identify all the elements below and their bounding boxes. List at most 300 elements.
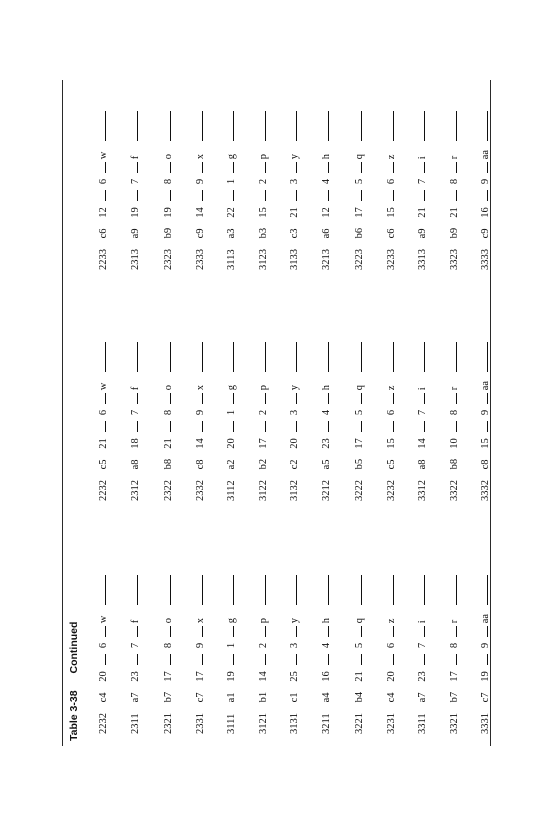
answer-line — [318, 111, 329, 141]
answer-line — [286, 575, 297, 605]
cell-code: 3232 — [386, 480, 397, 501]
answer-line — [477, 575, 488, 605]
blank-line — [95, 626, 106, 637]
cell-number: 17 — [163, 671, 174, 682]
cell-symbol: a7 — [130, 692, 141, 703]
cell-symbol: b3 — [258, 227, 269, 239]
blank-line — [351, 626, 362, 637]
table-cell — [383, 342, 399, 501]
blank-line — [318, 162, 329, 173]
table-cell — [383, 575, 399, 734]
table-cell — [127, 342, 143, 501]
table-cell — [192, 575, 208, 734]
table-cell — [318, 342, 334, 501]
answer-line — [446, 111, 457, 141]
blank-line — [318, 393, 329, 404]
answer-line — [223, 342, 234, 372]
answer-line — [127, 111, 138, 141]
answer-line — [351, 575, 362, 605]
cell-code: 2313 — [130, 249, 141, 270]
answer-line — [351, 342, 362, 372]
table-cell — [160, 111, 176, 270]
table-label: Table 3-38 — [68, 690, 80, 741]
cell-code: 2332 — [195, 480, 206, 501]
table-cell — [223, 342, 239, 501]
cell-symbol: a3 — [226, 228, 237, 239]
blank-line — [192, 393, 203, 404]
blank-line — [446, 626, 457, 637]
rotated-table — [65, 80, 495, 746]
cell-value: 6 — [386, 178, 397, 185]
cell-code: 2232 — [98, 480, 109, 501]
blank-line — [446, 393, 457, 404]
answer-line — [383, 342, 394, 372]
blank-line — [160, 626, 171, 637]
cell-letter: x — [195, 385, 206, 391]
cell-letter: p — [258, 385, 269, 391]
cell-symbol: a1 — [226, 692, 237, 703]
blank-line — [223, 421, 234, 432]
cell-code: 2323 — [163, 249, 174, 270]
table-row — [255, 80, 275, 746]
table-cell — [127, 575, 143, 734]
answer-line — [383, 111, 394, 141]
blank-line — [95, 162, 106, 173]
cell-letter: o — [163, 154, 174, 160]
cell-letter: f — [130, 619, 141, 624]
cell-symbol: c3 — [289, 228, 300, 239]
cell-value: 2 — [258, 409, 269, 416]
cell-code: 3323 — [449, 249, 460, 270]
answer-line — [414, 111, 425, 141]
cell-value: 1 — [226, 642, 237, 649]
cell-value: 2 — [258, 178, 269, 185]
cell-number: 20 — [386, 671, 397, 682]
blank-line — [286, 626, 297, 637]
answer-line — [192, 342, 203, 372]
cell-symbol: c5 — [386, 459, 397, 470]
answer-line — [127, 342, 138, 372]
cell-symbol: a2 — [226, 459, 237, 470]
cell-code: 2331 — [195, 713, 206, 734]
blank-line — [286, 393, 297, 404]
cell-value: 9 — [195, 642, 206, 649]
cell-value: 6 — [386, 642, 397, 649]
cell-symbol: c6 — [386, 228, 397, 239]
table-cell — [223, 575, 239, 734]
cell-letter: y — [289, 385, 300, 391]
table-cell — [192, 111, 208, 270]
answer-line — [414, 575, 425, 605]
cell-number: 10 — [449, 438, 460, 449]
blank-line — [95, 421, 106, 432]
cell-number: 16 — [480, 207, 491, 218]
blank-line — [286, 162, 297, 173]
blank-line — [95, 190, 106, 201]
cell-letter: p — [258, 618, 269, 624]
blank-line — [192, 421, 203, 432]
cell-value: 9 — [480, 642, 491, 649]
blank-line — [383, 162, 394, 173]
blank-line — [383, 626, 394, 637]
cell-code: 2322 — [163, 480, 174, 501]
answer-line — [318, 575, 329, 605]
answer-line — [95, 575, 106, 605]
blank-line — [446, 190, 457, 201]
answer-line — [446, 575, 457, 605]
cell-code: 2233 — [98, 249, 109, 270]
cell-code: 2333 — [195, 249, 206, 270]
table-cell — [351, 575, 367, 734]
cell-number: 15 — [258, 207, 269, 218]
cell-symbol: b8 — [163, 458, 174, 470]
blank-line — [477, 626, 488, 637]
table-cell — [383, 111, 399, 270]
cell-symbol: c8 — [195, 459, 206, 470]
cell-value: 9 — [195, 409, 206, 416]
cell-value: 6 — [98, 178, 109, 185]
cell-value: 4 — [321, 178, 332, 185]
answer-line — [127, 575, 138, 605]
blank-line — [351, 421, 362, 432]
cell-symbol: a8 — [417, 459, 428, 470]
cell-letter: h — [321, 385, 332, 391]
cell-number: 19 — [480, 671, 491, 682]
table-row — [446, 80, 466, 746]
answer-line — [192, 575, 203, 605]
cell-symbol: c7 — [195, 692, 206, 703]
cell-code: 3113 — [226, 249, 237, 270]
answer-line — [383, 575, 394, 605]
cell-value: 9 — [480, 409, 491, 416]
blank-line — [318, 421, 329, 432]
cell-letter: y — [289, 154, 300, 160]
blank-line — [351, 393, 362, 404]
blank-line — [414, 162, 425, 173]
cell-letter: i — [417, 620, 428, 624]
cell-code: 3123 — [258, 249, 269, 270]
table-cell — [286, 111, 302, 270]
table-cell — [446, 342, 462, 501]
table-cell — [351, 111, 367, 270]
cell-number: 21 — [449, 207, 460, 218]
cell-code: 3322 — [449, 480, 460, 501]
cell-letter: q — [354, 618, 365, 624]
blank-line — [383, 654, 394, 665]
table-row — [223, 80, 243, 746]
blank-line — [414, 626, 425, 637]
cell-code: 3131 — [289, 713, 300, 734]
cell-symbol: b8 — [449, 458, 460, 470]
cell-letter: h — [321, 618, 332, 624]
cell-value: 2 — [258, 642, 269, 649]
cell-number: 14 — [195, 207, 206, 218]
cell-value: 5 — [354, 642, 365, 649]
cell-value: 8 — [163, 642, 174, 649]
answer-line — [318, 342, 329, 372]
table-caption — [68, 608, 80, 741]
cell-code: 3331 — [480, 713, 491, 734]
blank-line — [223, 393, 234, 404]
cell-value: 8 — [163, 409, 174, 416]
cell-symbol: c9 — [480, 228, 491, 239]
blank-line — [383, 393, 394, 404]
answer-line — [414, 342, 425, 372]
blank-line — [477, 654, 488, 665]
cell-symbol: a8 — [130, 459, 141, 470]
cell-symbol: a9 — [130, 228, 141, 239]
cell-letter: q — [354, 385, 365, 391]
cell-value: 7 — [417, 642, 428, 649]
blank-line — [477, 393, 488, 404]
blank-line — [127, 162, 138, 173]
cell-number: 12 — [98, 207, 109, 218]
blank-line — [127, 190, 138, 201]
cell-code: 2232 — [98, 713, 109, 734]
blank-line — [127, 654, 138, 665]
blank-line — [446, 654, 457, 665]
cell-symbol: c7 — [480, 692, 491, 703]
cell-number: 18 — [130, 438, 141, 449]
table-cell — [192, 342, 208, 501]
cell-value: 1 — [226, 409, 237, 416]
table-cell — [223, 111, 239, 270]
table-row — [477, 80, 497, 746]
answer-line — [477, 342, 488, 372]
table-cell — [446, 111, 462, 270]
cell-number: 21 — [163, 438, 174, 449]
table-row — [192, 80, 212, 746]
cell-letter: f — [130, 386, 141, 391]
cell-code: 3133 — [289, 249, 300, 270]
cell-symbol: a5 — [321, 459, 332, 470]
blank-line — [255, 421, 266, 432]
cell-number: 21 — [289, 207, 300, 218]
cell-symbol: b4 — [354, 691, 365, 703]
blank-line — [286, 654, 297, 665]
table-row — [414, 80, 434, 746]
blank-line — [286, 421, 297, 432]
cell-value: 3 — [289, 642, 300, 649]
table-cell — [255, 575, 271, 734]
cell-number: 23 — [321, 438, 332, 449]
cell-number: 15 — [480, 438, 491, 449]
blank-line — [192, 162, 203, 173]
cell-code: 3121 — [258, 713, 269, 734]
cell-code: 3111 — [226, 713, 237, 734]
blank-line — [160, 190, 171, 201]
cell-value: 7 — [130, 642, 141, 649]
cell-symbol: c5 — [98, 459, 109, 470]
table-row — [318, 80, 338, 746]
cell-number: 25 — [289, 671, 300, 682]
cell-letter: x — [195, 154, 206, 160]
cell-number: 21 — [98, 438, 109, 449]
blank-line — [414, 421, 425, 432]
cell-letter: g — [226, 385, 237, 391]
cell-number: 17 — [354, 438, 365, 449]
cell-symbol: b7 — [163, 691, 174, 703]
cell-value: 5 — [354, 178, 365, 185]
cell-code: 3132 — [289, 480, 300, 501]
table-row — [95, 80, 115, 746]
table-cell — [318, 111, 334, 270]
blank-line — [477, 421, 488, 432]
cell-number: 17 — [449, 671, 460, 682]
cell-number: 19 — [163, 207, 174, 218]
cell-value: 6 — [386, 409, 397, 416]
cell-symbol: c2 — [289, 459, 300, 470]
cell-number: 12 — [321, 207, 332, 218]
cell-letter: i — [417, 156, 428, 160]
cell-value: 8 — [449, 178, 460, 185]
cell-letter: h — [321, 154, 332, 160]
blank-line — [223, 626, 234, 637]
cell-letter: w — [98, 151, 109, 160]
cell-letter: q — [354, 154, 365, 160]
cell-symbol: b7 — [449, 691, 460, 703]
answer-line — [477, 111, 488, 141]
blank-line — [383, 421, 394, 432]
table-cell — [255, 342, 271, 501]
cell-symbol: a7 — [417, 692, 428, 703]
table-cell — [95, 575, 111, 734]
cell-number: 17 — [195, 671, 206, 682]
table-cell — [477, 111, 493, 270]
cell-code: 3112 — [226, 480, 237, 501]
cell-symbol: b1 — [258, 691, 269, 703]
cell-code: 2311 — [130, 713, 141, 734]
blank-line — [160, 421, 171, 432]
table-cell — [414, 342, 430, 501]
cell-value: 6 — [98, 409, 109, 416]
cell-value: 7 — [417, 409, 428, 416]
cell-code: 3231 — [386, 713, 397, 734]
cell-letter: aa — [480, 613, 491, 624]
cell-value: 3 — [289, 409, 300, 416]
table-cell — [414, 111, 430, 270]
cell-symbol: c4 — [386, 692, 397, 703]
blank-line — [223, 162, 234, 173]
cell-symbol: b9 — [449, 227, 460, 239]
cell-letter: o — [163, 618, 174, 624]
cell-value: 1 — [226, 178, 237, 185]
cell-letter: f — [130, 155, 141, 160]
cell-value: 8 — [163, 178, 174, 185]
answer-line — [286, 111, 297, 141]
blank-line — [414, 190, 425, 201]
cell-number: 14 — [195, 438, 206, 449]
cell-letter: r — [449, 155, 460, 160]
cell-number: 17 — [258, 438, 269, 449]
table-cell — [160, 575, 176, 734]
cell-number: 17 — [354, 207, 365, 218]
blank-line — [223, 190, 234, 201]
cell-number: 20 — [98, 671, 109, 682]
answer-line — [255, 342, 266, 372]
cell-symbol: c9 — [195, 228, 206, 239]
cell-letter: z — [386, 385, 397, 391]
table-row — [127, 80, 147, 746]
blank-line — [160, 393, 171, 404]
answer-line — [223, 111, 234, 141]
answer-line — [255, 111, 266, 141]
blank-line — [255, 162, 266, 173]
blank-line — [446, 162, 457, 173]
cell-value: 9 — [195, 178, 206, 185]
blank-line — [477, 162, 488, 173]
cell-symbol: b2 — [258, 458, 269, 470]
cell-code: 3332 — [480, 480, 491, 501]
cell-number: 16 — [321, 671, 332, 682]
blank-line — [127, 626, 138, 637]
cell-value: 4 — [321, 409, 332, 416]
blank-line — [318, 190, 329, 201]
answer-line — [446, 342, 457, 372]
table-row — [160, 80, 180, 746]
blank-line — [414, 654, 425, 665]
cell-symbol: a9 — [417, 228, 428, 239]
blank-line — [446, 421, 457, 432]
blank-line — [318, 654, 329, 665]
cell-letter: i — [417, 387, 428, 391]
cell-value: 7 — [130, 409, 141, 416]
cell-letter: r — [449, 386, 460, 391]
cell-value: 8 — [449, 409, 460, 416]
cell-value: 5 — [354, 409, 365, 416]
table-row — [383, 80, 403, 746]
cell-number: 19 — [226, 671, 237, 682]
cell-symbol: c1 — [289, 692, 300, 703]
cell-code: 3313 — [417, 249, 428, 270]
cell-letter: aa — [480, 149, 491, 160]
blank-line — [192, 190, 203, 201]
cell-symbol: b5 — [354, 458, 365, 470]
cell-code: 3122 — [258, 480, 269, 501]
cell-number: 20 — [289, 438, 300, 449]
blank-line — [192, 626, 203, 637]
answer-line — [95, 342, 106, 372]
cell-number: 14 — [417, 438, 428, 449]
blank-line — [255, 626, 266, 637]
cell-code: 3321 — [449, 713, 460, 734]
cell-number: 21 — [417, 207, 428, 218]
table-cell — [477, 575, 493, 734]
blank-line — [414, 393, 425, 404]
table-cell — [95, 342, 111, 501]
table-cell — [160, 342, 176, 501]
answer-line — [160, 342, 171, 372]
cell-symbol: c6 — [98, 228, 109, 239]
cell-letter: w — [98, 615, 109, 624]
answer-line — [160, 111, 171, 141]
blank-line — [383, 190, 394, 201]
cell-code: 2321 — [163, 713, 174, 734]
cell-value: 7 — [417, 178, 428, 185]
cell-number: 23 — [130, 671, 141, 682]
blank-line — [95, 393, 106, 404]
answer-line — [192, 111, 203, 141]
cell-code: 3221 — [354, 713, 365, 734]
answer-line — [223, 575, 234, 605]
cell-code: 3212 — [321, 480, 332, 501]
cell-letter: o — [163, 385, 174, 391]
table-cell — [255, 111, 271, 270]
cell-letter: r — [449, 619, 460, 624]
blank-line — [127, 421, 138, 432]
cell-symbol: c4 — [98, 692, 109, 703]
cell-symbol: b9 — [163, 227, 174, 239]
